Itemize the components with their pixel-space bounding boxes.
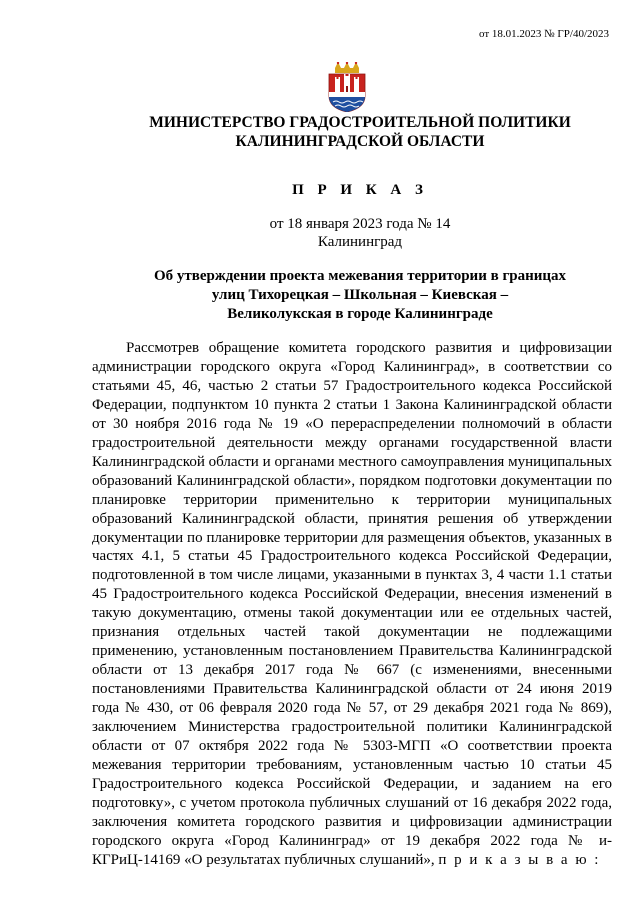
order-city: Калининград — [317, 234, 403, 250]
order-subject-line-1: Об утверждении проекта межевания территории в границах — [153, 268, 567, 284]
order-closing-phrase: п р и к а з ы в а ю : — [438, 851, 601, 868]
order-subject-line-2: улиц Тихорецкая – Школьная – Киевская – — [211, 287, 509, 303]
order-subject-line-3: Великолукская в городе Калининграде — [227, 306, 493, 322]
order-heading: П Р И К А З — [292, 182, 428, 198]
crown-icon — [335, 62, 359, 73]
kaliningrad-coat-of-arms-icon — [325, 62, 369, 112]
order-body-text: Рассмотрев обращение комитета городского развития и цифровизации администрации городского округа «Город Калининград», в соответствии со статьями 45, 46, частью 2 статьи 57 Градостроительного кодекса Российской Федерации, подпунктом 10 пункта 2 статьи 1 Закона Калининградской области от 30 ноября 2016 года № 19 «О перераспределении полномочий в области градостроительной деятельности между органами государственной власти Калининградской области и органами местного самоуправления муниципальных образований Калининградской области», порядком подготовки документации по планировке территории применительно к территории муниципальных образований Калининградской области, принятия решения об утверждении документации по планировке территории для размещения объектов, указанных в частях 4.1, 5 статьи 45 Градостроительного кодекса Российской Федерации, подготовленной в том числе лицами, указанными в пунктах 3, 4 части 1.1 статьи 45 Градостроительного кодекса Российской Федерации, внесения изменений в такую документацию, отмены такой документации или ее отдельных частей, признания отдельных частей такой документации не подлежащими применению, установленным постановлением Правительства Калининградской области от 13 декабря 2017 года № 667 (с изменениями, внесенными постановлениями Правительства Калининградской области от 24 июня 2019 года № 430, от 06 февраля 2020 года № 57, от 29 декабря 2021 года № 869), заключением Министерства градостроительной политики Калининградской области от 07 октября 2022 года № 5303-МГП «О соответствии проекта межевания территории требованиям, установленным частью 10 статьи 45 Градостроительного кодекса Российской Федерации, и заданием на его подготовку», с учетом протокола публичных слушаний от 16 декабря 2022 года, заключения комитета городского развития и цифровизации администрации городского округа «Город Калининград» от 19 декабря 2022 года № и-КГРиЦ-14169 «О результатах публичных слушаний», — [92, 340, 612, 868]
ministry-title-line-2: КАЛИНИНГРАДСКОЙ ОБЛАСТИ — [235, 133, 485, 150]
order-body-paragraph — [92, 339, 612, 870]
ministry-title-line-1: МИНИСТЕРСТВО ГРАДОСТРОИТЕЛЬНОЙ ПОЛИТИКИ — [149, 114, 571, 131]
ministry-title — [80, 113, 640, 151]
order-date-number: от 18 января 2023 года № 14 — [269, 216, 451, 232]
order-subject — [80, 267, 640, 324]
document-reference: от 18.01.2023 № ГР/40/2023 — [479, 28, 609, 40]
